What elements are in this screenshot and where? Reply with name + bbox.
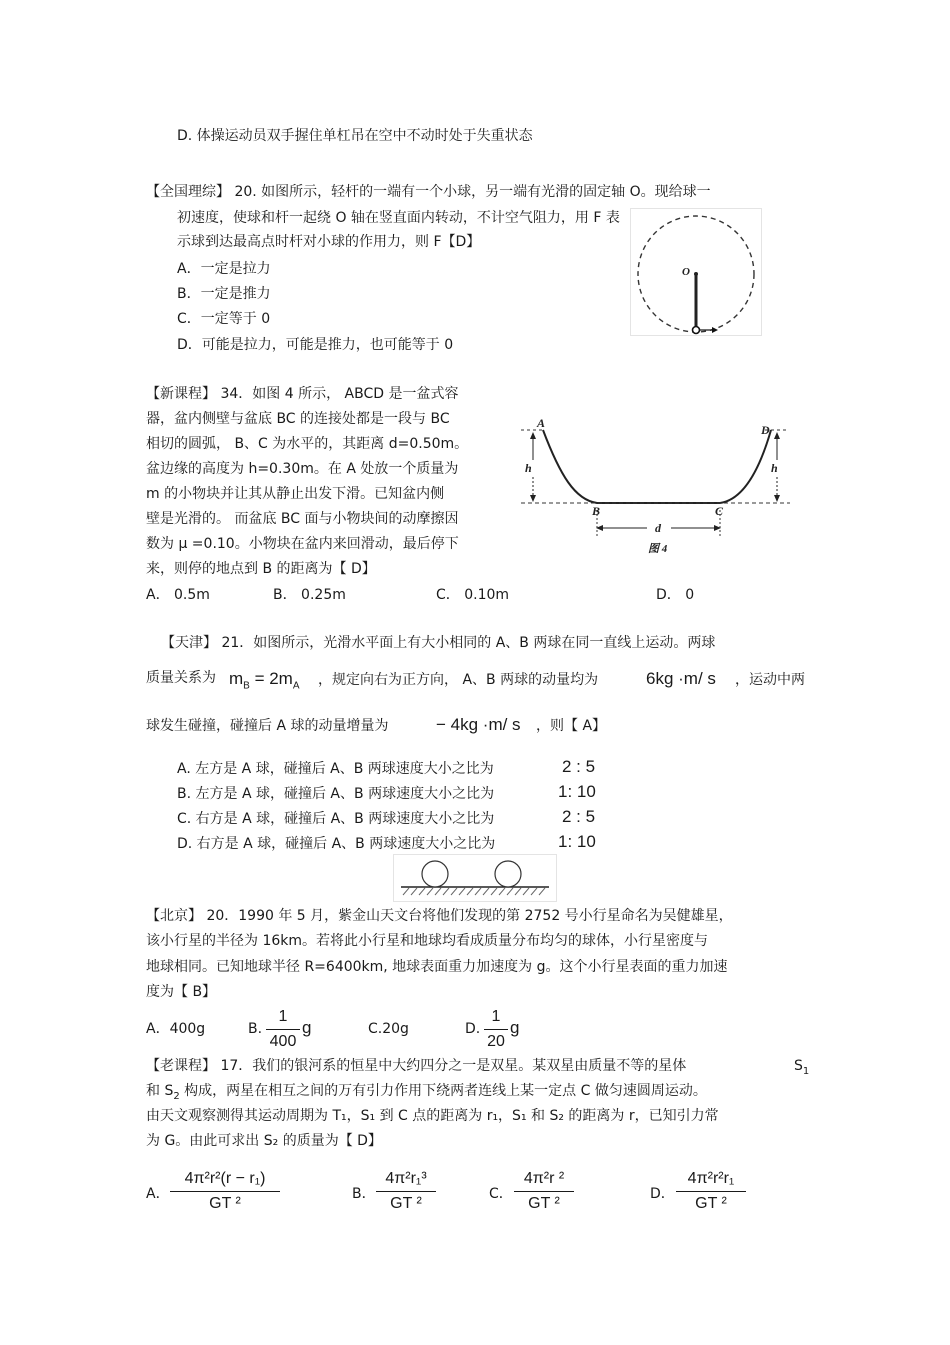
q4-line-2: 该小行星的半径为 16km。若将此小行星和地球均看成质量分布均匀的球体，小行星密度与 (146, 933, 709, 949)
q5-line-4: 为 G。由此可求出 S₂ 的质量为【 D】 (146, 1133, 382, 1149)
q5-option-b-fraction: 4π²r₁³ GT ² (376, 1168, 436, 1215)
q3-momentum-value: 6kg ·m/ s (646, 669, 716, 688)
q3-option-b: B. 左方是 A 球，碰撞后 A、B 两球速度大小之比为 (177, 786, 495, 802)
q5-line-3: 由天文观察测得其运动周期为 T₁，S₁ 到 C 点的距离为 r₁，S₁ 和 S₂ 的距离为 r，已知引力常 (146, 1108, 719, 1124)
q2-label-h-right: h (771, 461, 778, 475)
q2-label-h-left: h (525, 461, 532, 475)
q2-label-d: D (761, 423, 770, 437)
q4-option-d-fraction: 1 20 (484, 1006, 508, 1053)
q2-basin-figure (515, 415, 795, 555)
q4-option-b-label: B. (248, 1021, 263, 1037)
q1-line-2: 初速度，使球和杆一起绕 O 轴在竖直面内转动，不计空气阻力，用 F 表 (177, 210, 620, 226)
q5-line-2: 和 $S_2$ 构成，两星在相互之间的万有引力作用下绕两者连线上某一定点 C 做匀速圆周运动。 (146, 1083, 707, 1102)
q3-option-c-ratio: 2 : 5 (562, 807, 596, 826)
q5-option-c-fraction: 4π²r ² GT ² (514, 1168, 574, 1215)
q3-option-a: A. 左方是 A 球，碰撞后 A、B 两球速度大小之比为 (177, 761, 494, 777)
q1-option-a: A．一定是拉力 (177, 261, 271, 277)
q1-option-b: B．一定是推力 (177, 286, 271, 302)
q3-line-2-prefix: 质量关系为 (146, 670, 216, 686)
q3-option-b-ratio: 1: 10 (558, 782, 596, 801)
q5-option-b-label: B． (352, 1186, 376, 1202)
q2-line-3: 相切的圆弧， B、C 为水平的，其距离 d=0.50m。 (146, 436, 469, 452)
q2-label-a: A (537, 416, 546, 430)
q3-line-3-suffix: ，则【 A】 (536, 718, 607, 734)
q2-label-d-distance: d (655, 521, 661, 535)
q5-line-1: 【老课程】 17．我们的银河系的恒星中大约四分之一是双星。某双星由质量不等的星体 (146, 1058, 687, 1074)
q3-momentum-change: − 4kg ·m/ s (436, 715, 521, 734)
q2-line-7: 数为 μ =0.10。小物块在盆内来回滑动，最后停下 (146, 536, 459, 552)
q3-option-d-ratio: 1: 10 (558, 832, 596, 851)
q4-option-b-unit: g (302, 1018, 312, 1037)
q4-line-3: 地球相同。已知地球半径 R=6400km, 地球表面重力加速度为 g。这个小行星表面的重力加速 (146, 959, 728, 975)
q1-line-1: 【全国理综】 20. 如图所示，轻杆的一端有一个小球，另一端有光滑的固定轴 O。现给球一 (146, 184, 711, 200)
q3-two-balls-figure (393, 854, 557, 902)
q2-option-c: C． 0.10m (436, 587, 510, 603)
q4-option-c: C.20g (368, 1021, 409, 1037)
q5-option-d-label: D． (650, 1186, 675, 1202)
q3-option-c: C. 右方是 A 球，碰撞后 A、B 两球速度大小之比为 (177, 811, 495, 827)
q2-line-2: 器，盆内侧壁与盆底 BC 的连接处都是一段与 BC (146, 411, 450, 427)
q3-line-2-suffix: ，运动中两 (735, 672, 805, 688)
q2-option-b: B． 0.25m (273, 587, 346, 603)
q2-line-6: 壁是光滑的。 而盆底 BC 面与小物块间的动摩擦因 (146, 511, 459, 527)
q2-label-b: B (592, 504, 601, 518)
q1-option-d: D．可能是拉力，可能是推力，也可能等于 0 (177, 337, 454, 353)
q4-option-a: A．400g (146, 1021, 206, 1037)
q1-figure-label-o: O (682, 266, 690, 278)
q2-line-8: 来，则停的地点到 B 的距离为【 D】 (146, 561, 376, 577)
q1-rod-circle-figure (630, 208, 762, 336)
q5-option-d-fraction: 4π²r²r₁ GT ² (676, 1168, 746, 1215)
q2-figure-caption: 图 4 (648, 543, 668, 555)
q2-line-1: 【新课程】 34．如图 4 所示， ABCD 是一盆式容 (146, 386, 459, 402)
q1-option-c: C．一定等于 0 (177, 311, 271, 327)
q4-line-1: 【北京】 20．1990 年 5 月，紫金山天文台将他们发现的第 2752 号小行星命名为吴健雄星， (146, 908, 733, 924)
q5-option-a-label: A． (146, 1186, 170, 1202)
q4-option-b-fraction: 1 400 (266, 1006, 300, 1053)
q3-line-1: 【天津】 21．如图所示，光滑水平面上有大小相同的 A、B 两球在同一直线上运动。两球 (161, 635, 716, 651)
q3-option-a-ratio: 2 : 5 (562, 757, 596, 776)
q3-option-d: D. 右方是 A 球，碰撞后 A、B 两球速度大小之比为 (177, 836, 496, 852)
q3-mass-relation: $m_B = 2m_A$ (229, 669, 300, 692)
q4-line-4: 度为【 B】 (146, 984, 217, 1000)
q5-line-1-s1: $S_1$ (794, 1058, 810, 1077)
q2-option-a: A． 0.5m (146, 587, 210, 603)
q4-option-d-unit: g (510, 1018, 520, 1037)
q2-option-d: D． 0 (656, 587, 695, 603)
q0-option-d: D. 体操运动员双手握住单杠吊在空中不动时处于失重状态 (177, 128, 533, 144)
q1-line-3: 示球到达最高点时杆对小球的作用力，则 F【D】 (177, 234, 481, 250)
q2-line-5: m 的小物块并让其从静止出发下滑。已知盆内侧 (146, 486, 445, 502)
q5-option-c-label: C． (489, 1186, 513, 1202)
q2-label-c: C (715, 504, 724, 518)
q2-line-4: 盆边缘的高度为 h=0.30m。在 A 处放一个质量为 (146, 461, 459, 477)
q3-line-3-prefix: 球发生碰撞，碰撞后 A 球的动量增量为 (146, 718, 389, 734)
q3-line-2-mid: ，规定向右为正方向， A、B 两球的动量均为 (318, 672, 599, 688)
q4-option-d-label: D. (465, 1021, 481, 1037)
q5-option-a-fraction: 4π²r²(r − r₁) GT ² (170, 1168, 280, 1215)
